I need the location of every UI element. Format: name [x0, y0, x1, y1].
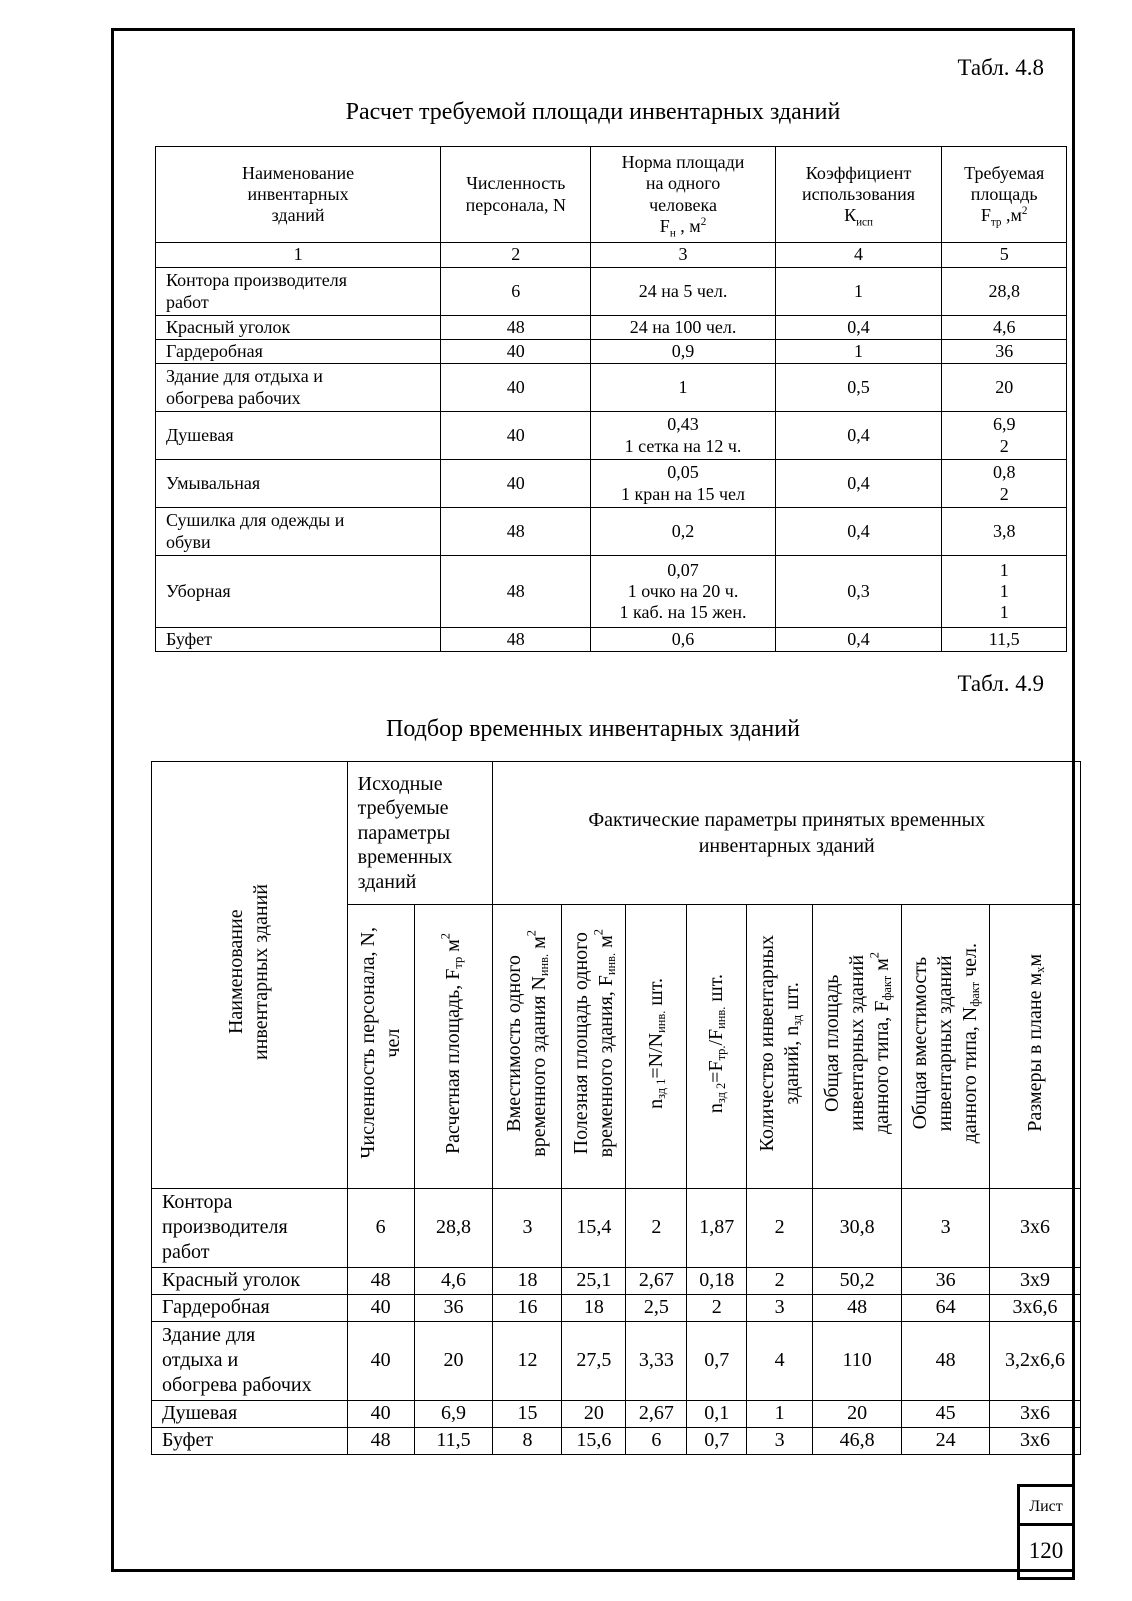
- cell-area: 6,9: [414, 1400, 493, 1427]
- cell-cap: 3: [493, 1188, 562, 1267]
- table-row: [156, 316, 1067, 340]
- cell-n1: 6: [626, 1427, 687, 1454]
- table-4-8-number: Табл. 4.8: [957, 55, 1044, 80]
- cell-norm: 24 на 5 чел.: [591, 268, 775, 316]
- cell-name: Красный уголок: [156, 316, 441, 340]
- cell-area: 11,5: [942, 628, 1067, 652]
- cell-area: 20: [942, 364, 1067, 412]
- cell-cnt: 3: [747, 1294, 813, 1321]
- cell-name: Уборная: [156, 556, 441, 628]
- cell-cap: 8: [493, 1427, 562, 1454]
- cell-totcap: 48: [902, 1321, 990, 1400]
- header-name: Наименование инвентарных зданий: [152, 762, 348, 1189]
- table-4-9-number: Табл. 4.9: [957, 671, 1044, 696]
- header-useful-area: Полезная площадь одного временного здания, $F_{инв.}$ $м^2$: [562, 904, 626, 1188]
- cell-coef: 1: [775, 268, 942, 316]
- cell-staff: 40: [441, 460, 591, 508]
- cell-n1: 2,67: [626, 1400, 687, 1427]
- cell-staff: 48: [441, 556, 591, 628]
- table-row: [156, 268, 1067, 316]
- cell-n2: 2: [687, 1294, 747, 1321]
- cell-norm: 24 на 100 чел.: [591, 316, 775, 340]
- cell-tot: 48: [813, 1294, 902, 1321]
- cell-name: Здание для отдыха и обогрева рабочих: [152, 1321, 348, 1400]
- cell-name: Красный уголок: [152, 1267, 348, 1294]
- cell-totcap: 36: [902, 1267, 990, 1294]
- header-n1: $n_{зд 1}=N/N_{инв.}$ шт.: [626, 904, 687, 1188]
- cell-name: Буфет: [152, 1427, 348, 1454]
- cell-use: 15,6: [562, 1427, 626, 1454]
- cell-area: 6,9 2: [942, 412, 1067, 460]
- cell-name: Сушилка для одежды и обуви: [156, 508, 441, 556]
- cell-use: 25,1: [562, 1267, 626, 1294]
- cell-cnt: 4: [747, 1321, 813, 1400]
- table-row: [156, 508, 1067, 556]
- cell-use: 27,5: [562, 1321, 626, 1400]
- header-norm: Норма площади на одного человека $F_н$ , $м^2$: [591, 147, 775, 243]
- table-row: [156, 628, 1067, 652]
- cell-name: Контора производителя работ: [152, 1188, 348, 1267]
- cell-area: 11,5: [414, 1427, 493, 1454]
- header-count: Количество инвентарных зданий, $n_{зд}$ шт.: [747, 904, 813, 1188]
- header-area: Требуемая площадь $F_{тр}$ $,м^2$: [942, 147, 1067, 243]
- header-capacity: Вместимость одного временного здания $N_{инв.}$ $м^2$: [493, 904, 562, 1188]
- cell-tot: 50,2: [813, 1267, 902, 1294]
- header-group-initial: Исходные требуемые параметры временных зданий: [347, 762, 493, 905]
- table-row: [156, 412, 1067, 460]
- table-4-9: [151, 761, 1081, 1455]
- sheet-number: 120: [1028, 1538, 1064, 1563]
- cell-cnt: 2: [747, 1267, 813, 1294]
- cell-area: 3,8: [942, 508, 1067, 556]
- table-4-8-header-row: [156, 147, 1067, 243]
- col-number: 4: [775, 243, 942, 268]
- cell-name: Умывальная: [156, 460, 441, 508]
- cell-name: Здание для отдыха и обогрева рабочих: [156, 364, 441, 412]
- cell-norm: 0,43 1 сетка на 12 ч.: [591, 412, 775, 460]
- header-n2: $n_{зд 2}=F_{тр.}/F_{инв.}$ шт.: [687, 904, 747, 1188]
- cell-coef: 0,4: [775, 316, 942, 340]
- header-coef: Коэффициент использования $К_{исп}$: [775, 147, 942, 243]
- col-number: 5: [942, 243, 1067, 268]
- header-staff: Численность персонала, N: [441, 147, 591, 243]
- cell-staff: 48: [441, 316, 591, 340]
- cell-use: 20: [562, 1400, 626, 1427]
- cell-coef: 0,4: [775, 412, 942, 460]
- cell-cap: 15: [493, 1400, 562, 1427]
- table-row: [152, 1294, 1081, 1321]
- table-4-8-title: Расчет требуемой площади инвентарных зданий: [345, 99, 841, 125]
- cell-n2: 1,87: [687, 1188, 747, 1267]
- table-row: [152, 1400, 1081, 1427]
- cell-n1: 2: [626, 1188, 687, 1267]
- sheet-stamp: [1017, 1484, 1075, 1580]
- col-number: 2: [441, 243, 591, 268]
- cell-staff: 6: [347, 1188, 414, 1267]
- table-row: [156, 364, 1067, 412]
- cell-staff: 40: [347, 1294, 414, 1321]
- cell-staff: 40: [441, 412, 591, 460]
- cell-size: 3,2х6,6: [990, 1321, 1081, 1400]
- cell-staff: 48: [347, 1267, 414, 1294]
- cell-staff: 6: [441, 268, 591, 316]
- table-4-9-title: Подбор временных инвентарных зданий: [386, 716, 800, 742]
- cell-area: 28,8: [414, 1188, 493, 1267]
- cell-staff: 48: [441, 508, 591, 556]
- cell-coef: 0,3: [775, 556, 942, 628]
- cell-totcap: 24: [902, 1427, 990, 1454]
- cell-n2: 0,7: [687, 1321, 747, 1400]
- header-staff: Численность персонала, N, чел: [347, 904, 414, 1188]
- cell-norm: 1: [591, 364, 775, 412]
- header-total-capacity: Общая вместимость инвентарных зданий данного типа, $N_{факт}$ чел.: [902, 904, 990, 1188]
- table-4-8-column-numbers: [156, 243, 1067, 268]
- cell-totcap: 45: [902, 1400, 990, 1427]
- cell-totcap: 64: [902, 1294, 990, 1321]
- cell-staff: 40: [347, 1321, 414, 1400]
- cell-name: Гардеробная: [152, 1294, 348, 1321]
- cell-tot: 46,8: [813, 1427, 902, 1454]
- header-calc-area: Расчетная площадь, $F_{тр}$ $м^2$: [414, 904, 493, 1188]
- table-row: [156, 340, 1067, 364]
- cell-size: 3х9: [990, 1267, 1081, 1294]
- cell-area: 0,8 2: [942, 460, 1067, 508]
- cell-cap: 18: [493, 1267, 562, 1294]
- cell-n2: 0,18: [687, 1267, 747, 1294]
- table-row: [156, 460, 1067, 508]
- table-row: [152, 1321, 1081, 1400]
- cell-coef: 0,4: [775, 508, 942, 556]
- cell-name: Гардеробная: [156, 340, 441, 364]
- header-name: Наименование инвентарных зданий: [156, 147, 441, 243]
- header-plan-size: Размеры в плане $м_хм$: [990, 904, 1081, 1188]
- cell-staff: 40: [347, 1400, 414, 1427]
- cell-tot: 110: [813, 1321, 902, 1400]
- cell-norm: 0,05 1 кран на 15 чел: [591, 460, 775, 508]
- cell-use: 15,4: [562, 1188, 626, 1267]
- cell-cnt: 2: [747, 1188, 813, 1267]
- cell-n1: 2,5: [626, 1294, 687, 1321]
- cell-norm: 0,9: [591, 340, 775, 364]
- header-total-area: Общая площадь инвентарных зданий данного типа, $F_{факт}$ $м^2$: [813, 904, 902, 1188]
- cell-area: 28,8: [942, 268, 1067, 316]
- cell-norm: 0,07 1 очко на 20 ч. 1 каб. на 15 жен.: [591, 556, 775, 628]
- cell-name: Контора производителя работ: [156, 268, 441, 316]
- cell-coef: 0,4: [775, 460, 942, 508]
- cell-staff: 48: [347, 1427, 414, 1454]
- cell-n1: 3,33: [626, 1321, 687, 1400]
- cell-area: 1 1 1: [942, 556, 1067, 628]
- cell-size: 3х6: [990, 1400, 1081, 1427]
- cell-size: 3х6,6: [990, 1294, 1081, 1321]
- cell-tot: 30,8: [813, 1188, 902, 1267]
- cell-cap: 16: [493, 1294, 562, 1321]
- cell-cap: 12: [493, 1321, 562, 1400]
- cell-staff: 40: [441, 364, 591, 412]
- cell-name: Буфет: [156, 628, 441, 652]
- cell-area: 20: [414, 1321, 493, 1400]
- cell-staff: 48: [441, 628, 591, 652]
- cell-area: 36: [414, 1294, 493, 1321]
- header-group-actual: Фактические параметры принятых временных инвентарных зданий: [493, 762, 1081, 905]
- cell-coef: 0,4: [775, 628, 942, 652]
- cell-staff: 40: [441, 340, 591, 364]
- table-row: [156, 556, 1067, 628]
- table-4-8: [155, 146, 1067, 652]
- sheet-label: Лист: [1020, 1487, 1072, 1526]
- cell-size: 3х6: [990, 1188, 1081, 1267]
- cell-n2: 0,7: [687, 1427, 747, 1454]
- cell-coef: 0,5: [775, 364, 942, 412]
- cell-use: 18: [562, 1294, 626, 1321]
- cell-area: 4,6: [942, 316, 1067, 340]
- cell-name: Душевая: [152, 1400, 348, 1427]
- cell-n2: 0,1: [687, 1400, 747, 1427]
- cell-n1: 2,67: [626, 1267, 687, 1294]
- table-row: [152, 1188, 1081, 1267]
- cell-totcap: 3: [902, 1188, 990, 1267]
- table-row: [152, 1267, 1081, 1294]
- cell-area: 36: [942, 340, 1067, 364]
- col-number: 1: [156, 243, 441, 268]
- col-number: 3: [591, 243, 775, 268]
- cell-tot: 20: [813, 1400, 902, 1427]
- cell-cnt: 3: [747, 1427, 813, 1454]
- cell-area: 4,6: [414, 1267, 493, 1294]
- cell-name: Душевая: [156, 412, 441, 460]
- cell-cnt: 1: [747, 1400, 813, 1427]
- cell-size: 3х6: [990, 1427, 1081, 1454]
- table-4-9-group-header: [152, 762, 1081, 905]
- cell-norm: 0,6: [591, 628, 775, 652]
- cell-coef: 1: [775, 340, 942, 364]
- table-row: [152, 1427, 1081, 1454]
- cell-norm: 0,2: [591, 508, 775, 556]
